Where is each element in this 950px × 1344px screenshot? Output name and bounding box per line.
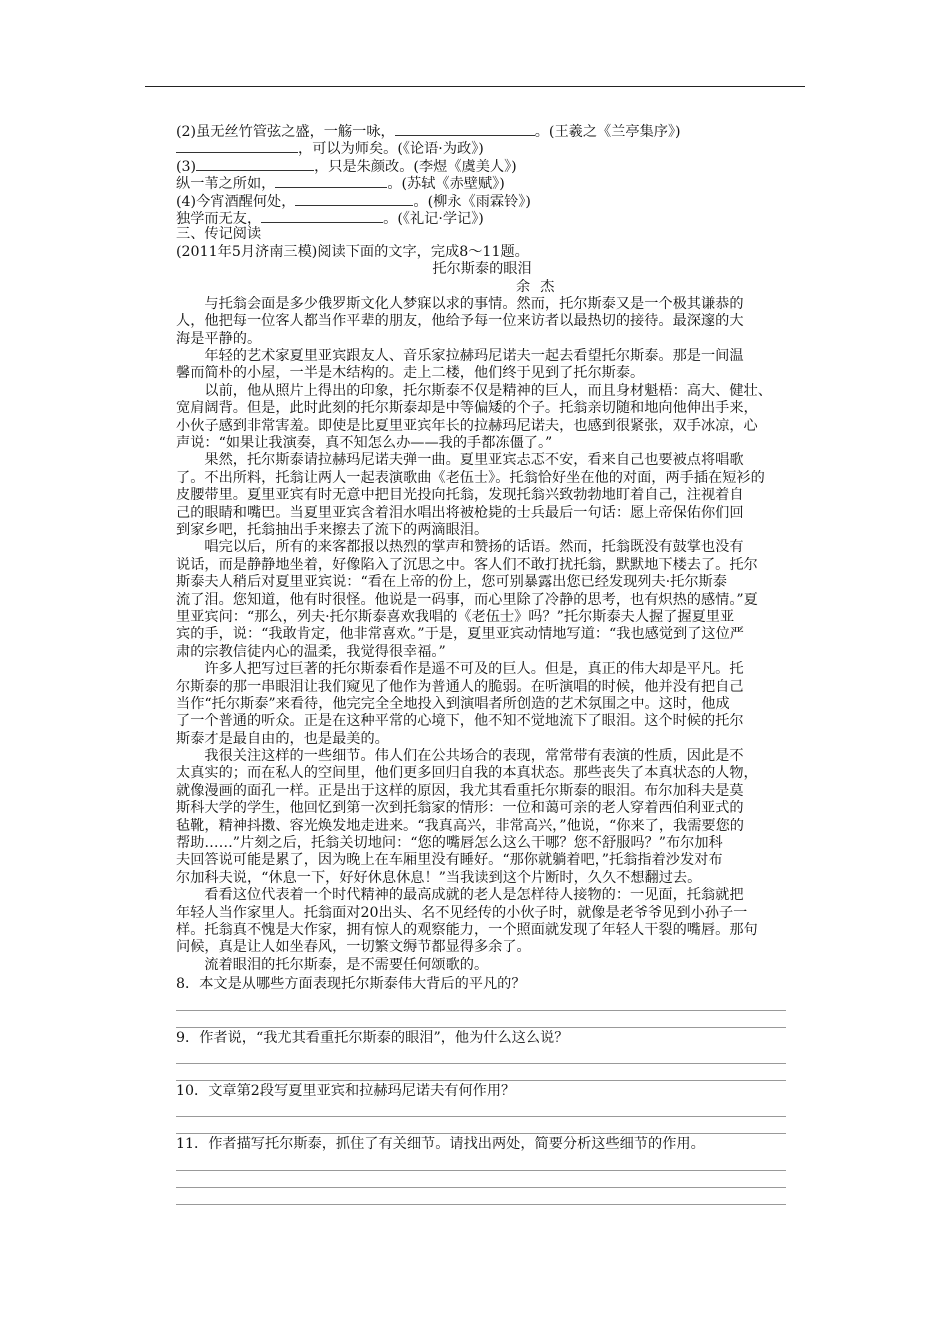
header-rule bbox=[145, 86, 805, 87]
recitation-item-3-line2: 纵一苇之所如， 。(苏轼《赤壁赋》) bbox=[176, 176, 505, 192]
answer-line[interactable] bbox=[176, 1064, 786, 1081]
article-line: 小伙子感到非常害羞。即使是比夏里亚宾年长的拉赫玛尼诺夫，也感到很紧张，双手冰凉，心 bbox=[176, 417, 758, 434]
fill-blank[interactable] bbox=[395, 122, 535, 136]
article-line: 海是平静的。 bbox=[176, 330, 262, 347]
fill-blank[interactable] bbox=[196, 157, 314, 171]
article-line: 了。不出所料，托翁让两人一起表演歌曲《老伍士》。托翁恰好坐在他的对面，两手插在短衫的 bbox=[176, 469, 765, 486]
document-body bbox=[176, 122, 788, 1207]
article-line: 年轻人当作家里人。托翁面对20出头、名不见经传的小伙子时，就像是老爷爷见到小孙子一 bbox=[176, 904, 748, 921]
article-text bbox=[176, 296, 788, 974]
answer-line[interactable] bbox=[176, 1171, 786, 1188]
question-block bbox=[176, 1030, 788, 1081]
article-line: 斯泰夫人稍后对夏里亚宾说：“看在上帝的份上，您可别暴露出您已经发现列夫·托尔斯泰 bbox=[176, 574, 727, 591]
question-text: 9．作者说，“我尤其看重托尔斯泰的眼泪”，他为什么这么说？ bbox=[176, 1029, 569, 1046]
article-line: 里亚宾问：“那么，列夫·托尔斯泰喜欢我唱的《老伍士》吗？”托尔斯泰夫人握了握夏里亚 bbox=[176, 608, 735, 625]
article-line: 样。托翁真不愧是大作家，拥有惊人的观察能力，一个照面就发现了年轻人干裂的嘴唇。那句 bbox=[176, 921, 758, 938]
article-line: 与托翁会面是多少俄罗斯文化人梦寐以求的事情。然而，托尔斯泰又是一个极其谦恭的 bbox=[176, 295, 744, 312]
article-line: 说话，而是静静地坐着，好像陷入了沉思之中。客人们不敢打扰托翁，默默地下楼去了。托尔 bbox=[176, 556, 758, 573]
answer-line[interactable] bbox=[176, 1117, 786, 1134]
recitation-item-3: (3) ，只是朱颜改。(李煜《虞美人》) bbox=[176, 158, 517, 175]
fill-blank[interactable] bbox=[176, 139, 298, 153]
article-line: 果然，托尔斯泰请拉赫玛尼诺夫弹一曲。夏里亚宾忐忑不安，看来自己也要被点将唱歌 bbox=[176, 452, 744, 469]
answer-line[interactable] bbox=[176, 1154, 786, 1171]
article-author: 余杰 bbox=[516, 278, 565, 295]
recitation-item-2: (2)虽无丝竹管弦之盛，一觞一咏， 。(王羲之《兰亭集序》) bbox=[176, 124, 681, 140]
question-text: 8．本文是从哪些方面表现托尔斯泰伟大背后的平凡的？ bbox=[176, 976, 526, 993]
answer-line[interactable] bbox=[176, 1011, 786, 1028]
fill-blank[interactable] bbox=[275, 174, 387, 188]
article-line: 宽肩阔背。但是，此时此刻的托尔斯泰却是中等偏矮的个子。托翁亲切随和地向他伸出手来， bbox=[176, 400, 758, 417]
recitation-item-4: (4)今宵酒醒何处， 。(柳永《雨霖铃》) bbox=[176, 193, 531, 209]
question-text: 11．作者描写托尔斯泰，抓住了有关细节。请找出两处，简要分析这些细节的作用。 bbox=[176, 1136, 705, 1153]
article-line: 流了泪。您知道，他有时很怪。他说是一码事，而心里除了冷静的思考，也有炽热的感情。”夏 bbox=[176, 591, 758, 608]
article-line: 流着眼泪的托尔斯泰，是不需要任何颂歌的。 bbox=[176, 956, 489, 973]
article-line: 毡靴，精神抖擞、容光焕发地走进来。“我真高兴，非常高兴，”他说，“你来了，我需要您的 bbox=[176, 817, 744, 834]
question-list bbox=[176, 976, 788, 1205]
article-line: 皮腰带里。夏里亚宾有时无意中把目光投向托翁，发现托翁兴致勃勃地盯着自己，注视着自 bbox=[176, 487, 744, 504]
article-line: 声说：“如果让我演奏，真不知怎么办——我的手都冻僵了。” bbox=[176, 435, 553, 452]
article-line: 夫回答说可能是累了，因为晚上在车厢里没有睡好。“那你就躺着吧，”托翁指着沙发对布 bbox=[176, 852, 723, 869]
article-line: 看看这位代表着一个时代精神的最高成就的老人是怎样待人接物的：一见面，托翁就把 bbox=[176, 887, 744, 904]
question-block bbox=[176, 1083, 788, 1134]
article-line: 人，他把每一位客人都当作平辈的朋友，他给予每一位来访者以最热切的接待。最深邃的大 bbox=[176, 313, 744, 330]
article-line: 了一个普通的听众。正是在这种平常的心境下，他不知不觉地流下了眼泪。这个时候的托尔 bbox=[176, 713, 744, 730]
article-line: 馨而简朴的小屋，一半是木结构的。走上二楼，他们终于见到了托尔斯泰。 bbox=[176, 365, 645, 382]
article-line: 尔斯泰的那一串眼泪让我们窥见了他作为普通人的脆弱。在听演唱的时候，他并没有把自己 bbox=[176, 678, 744, 695]
article-line: 太真实的；而在私人的空间里，他们更多回归自我的本真状态。那些丧失了本真状态的人物， bbox=[176, 765, 758, 782]
fill-blank[interactable] bbox=[295, 192, 413, 206]
article-line: 到家乡吧，托翁抽出手来擦去了流下的两滴眼泪。 bbox=[176, 521, 489, 538]
article-line: 斯泰才是最自由的，也是最美的。 bbox=[176, 730, 389, 747]
article-line: 肃的宗教信徒内心的温柔，我觉得很幸福。” bbox=[176, 643, 446, 660]
answer-line[interactable] bbox=[176, 1100, 786, 1117]
answer-line[interactable] bbox=[176, 1047, 786, 1064]
article-line: 宾的手，说：“我敢肯定，他非常喜欢。”于是，夏里亚宾动情地写道：“我也感觉到了这位严 bbox=[176, 626, 744, 643]
section-instruction: (2011年5月济南三模)阅读下面的文字，完成8～11题。 bbox=[176, 243, 529, 260]
fill-blank[interactable] bbox=[261, 209, 383, 223]
answer-line[interactable] bbox=[176, 1188, 786, 1205]
article-line: 问候，真是让人如坐春风，一切繁文缛节都显得多余了。 bbox=[176, 939, 531, 956]
article-line: 唱完以后，所有的来客都报以热烈的掌声和赞扬的话语。然而，托翁既没有鼓掌也没有 bbox=[176, 539, 744, 556]
recitation-item-2-line2: ，可以为师矣。(《论语·为政》) bbox=[176, 139, 788, 156]
question-block bbox=[176, 1136, 788, 1204]
article-line: 年轻的艺术家夏里亚宾跟友人、音乐家拉赫玛尼诺夫一起去看望托尔斯泰。那是一间温 bbox=[176, 348, 744, 365]
article-line: 就像漫画的面孔一样。正是出于这样的原因，我尤其看重托尔斯泰的眼泪。布尔加科夫是莫 bbox=[176, 782, 744, 799]
article-line: 我很关注这样的一些细节。伟人们在公共场合的表现，常常带有表演的性质，因此是不 bbox=[176, 748, 744, 765]
article-line: 斯科大学的学生，他回忆到第一次到托翁家的情形：一位和蔼可亲的老人穿着西伯利亚式的 bbox=[176, 800, 744, 817]
section-heading: 三、传记阅读 bbox=[176, 226, 262, 243]
article-line: 当作“托尔斯泰”来看待，他完完全全地投入到演唱者所创造的艺术氛围之中。这时，他成 bbox=[176, 695, 730, 712]
article-line: 许多人把写过巨著的托尔斯泰看作是遥不可及的巨人。但是，真正的伟大却是平凡。托 bbox=[176, 661, 744, 678]
question-block bbox=[176, 976, 788, 1027]
article-title: 托尔斯泰的眼泪 bbox=[432, 261, 532, 278]
article-line: 以前，他从照片上得出的印象，托尔斯泰不仅是精神的巨人，而且身材魁梧：高大、健壮、 bbox=[176, 382, 772, 399]
article-line: 帮助……”片刻之后，托翁关切地问：“您的嘴唇怎么这么干哪？您不舒服吗？”布尔加科 bbox=[176, 835, 723, 852]
answer-line[interactable] bbox=[176, 994, 786, 1011]
article-line: 尔加科夫说，“休息一下，好好休息休息！”当我读到这个片断时，久久不想翻过去。 bbox=[176, 869, 702, 886]
article-line: 己的眼睛和嘴巴。当夏里亚宾含着泪水唱出将被枪毙的士兵最后一句话：愿上帝保佑你们回 bbox=[176, 504, 744, 521]
question-text: 10．文章第2段写夏里亚宾和拉赫玛尼诺夫有何作用？ bbox=[176, 1082, 516, 1099]
recitation-item-4-line2: 独学而无友， 。(《礼记·学记》) bbox=[176, 210, 484, 227]
